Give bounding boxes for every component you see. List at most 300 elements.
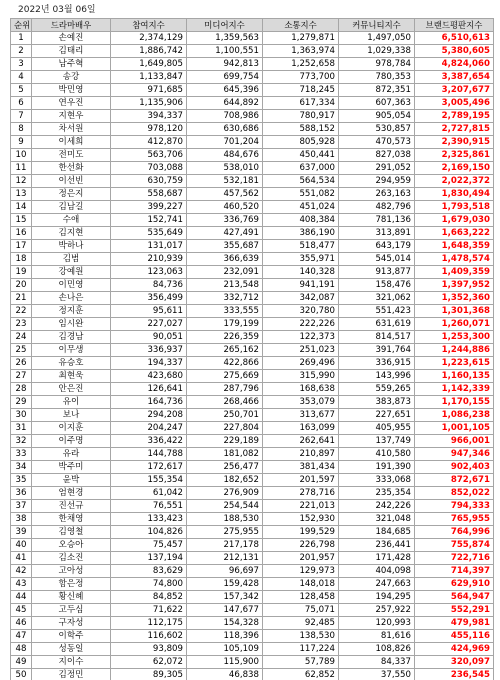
table-row bbox=[11, 656, 494, 669]
table-row bbox=[11, 331, 494, 344]
communication-cell: 564,534 bbox=[263, 175, 339, 188]
community-cell: 158,476 bbox=[339, 279, 415, 292]
communication-cell: 780,917 bbox=[263, 110, 339, 123]
participation-cell: 126,641 bbox=[111, 383, 187, 396]
brand-score-cell: 1,679,030 bbox=[415, 214, 494, 227]
community-cell: 336,915 bbox=[339, 357, 415, 370]
community-cell: 631,619 bbox=[339, 318, 415, 331]
table-row bbox=[11, 279, 494, 292]
participation-cell: 104,826 bbox=[111, 526, 187, 539]
participation-cell: 703,088 bbox=[111, 162, 187, 175]
community-cell: 120,993 bbox=[339, 617, 415, 630]
table-row bbox=[11, 669, 494, 680]
table-row bbox=[11, 123, 494, 136]
table-row bbox=[11, 357, 494, 370]
community-cell: 313,891 bbox=[339, 227, 415, 240]
table-row bbox=[11, 201, 494, 214]
actor-name-cell: 남주혁 bbox=[32, 58, 111, 71]
media-cell: 250,701 bbox=[187, 409, 263, 422]
rank-cell: 15 bbox=[11, 214, 32, 227]
communication-cell: 62,852 bbox=[263, 669, 339, 680]
actor-name-cell: 김남길 bbox=[32, 201, 111, 214]
table-row bbox=[11, 526, 494, 539]
communication-cell: 138,530 bbox=[263, 630, 339, 643]
community-cell: 482,796 bbox=[339, 201, 415, 214]
communication-cell: 342,087 bbox=[263, 292, 339, 305]
brand-score-cell: 1,142,339 bbox=[415, 383, 494, 396]
actor-name-cell: 박민영 bbox=[32, 84, 111, 97]
communication-cell: 148,018 bbox=[263, 578, 339, 591]
participation-cell: 62,072 bbox=[111, 656, 187, 669]
brand-score-cell: 1,301,368 bbox=[415, 305, 494, 318]
media-cell: 275,669 bbox=[187, 370, 263, 383]
communication-cell: 588,152 bbox=[263, 123, 339, 136]
actor-name-cell: 유승호 bbox=[32, 357, 111, 370]
participation-cell: 75,457 bbox=[111, 539, 187, 552]
communication-cell: 221,013 bbox=[263, 500, 339, 513]
community-cell: 559,265 bbox=[339, 383, 415, 396]
media-cell: 188,530 bbox=[187, 513, 263, 526]
brand-score-cell: 2,789,195 bbox=[415, 110, 494, 123]
actor-name-cell: 김정민 bbox=[32, 669, 111, 680]
community-cell: 872,351 bbox=[339, 84, 415, 97]
communication-cell: 315,990 bbox=[263, 370, 339, 383]
communication-cell: 1,279,871 bbox=[263, 32, 339, 45]
media-cell: 229,189 bbox=[187, 435, 263, 448]
actor-name-cell: 구자성 bbox=[32, 617, 111, 630]
communication-cell: 140,328 bbox=[263, 266, 339, 279]
communication-cell: 251,023 bbox=[263, 344, 339, 357]
brand-score-cell: 947,346 bbox=[415, 448, 494, 461]
table-row bbox=[11, 591, 494, 604]
community-cell: 321,062 bbox=[339, 292, 415, 305]
media-cell: 355,687 bbox=[187, 240, 263, 253]
media-cell: 427,491 bbox=[187, 227, 263, 240]
media-cell: 1,359,563 bbox=[187, 32, 263, 45]
community-cell: 263,163 bbox=[339, 188, 415, 201]
rank-cell: 25 bbox=[11, 344, 32, 357]
rank-cell: 16 bbox=[11, 227, 32, 240]
community-cell: 81,616 bbox=[339, 630, 415, 643]
community-cell: 37,550 bbox=[339, 669, 415, 680]
rank-cell: 9 bbox=[11, 136, 32, 149]
brand-score-cell: 1,244,886 bbox=[415, 344, 494, 357]
table-row bbox=[11, 604, 494, 617]
community-cell: 247,663 bbox=[339, 578, 415, 591]
actor-name-cell: 정지훈 bbox=[32, 305, 111, 318]
communication-cell: 941,191 bbox=[263, 279, 339, 292]
brand-score-cell: 755,874 bbox=[415, 539, 494, 552]
rank-cell: 27 bbox=[11, 370, 32, 383]
rank-cell: 40 bbox=[11, 539, 32, 552]
brand-score-cell: 1,352,360 bbox=[415, 292, 494, 305]
actor-name-cell: 이무생 bbox=[32, 344, 111, 357]
rank-cell: 32 bbox=[11, 435, 32, 448]
community-cell: 404,098 bbox=[339, 565, 415, 578]
media-cell: 942,813 bbox=[187, 58, 263, 71]
communication-cell: 201,957 bbox=[263, 552, 339, 565]
participation-cell: 164,736 bbox=[111, 396, 187, 409]
participation-cell: 535,649 bbox=[111, 227, 187, 240]
communication-cell: 92,485 bbox=[263, 617, 339, 630]
participation-cell: 74,800 bbox=[111, 578, 187, 591]
brand-score-cell: 6,510,613 bbox=[415, 32, 494, 45]
table-row bbox=[11, 422, 494, 435]
table-row bbox=[11, 461, 494, 474]
actor-name-cell: 이세희 bbox=[32, 136, 111, 149]
media-cell: 265,162 bbox=[187, 344, 263, 357]
participation-cell: 93,809 bbox=[111, 643, 187, 656]
media-cell: 1,100,551 bbox=[187, 45, 263, 58]
communication-cell: 551,082 bbox=[263, 188, 339, 201]
brand-score-cell: 765,955 bbox=[415, 513, 494, 526]
community-cell: 143,996 bbox=[339, 370, 415, 383]
participation-cell: 112,175 bbox=[111, 617, 187, 630]
table-row bbox=[11, 188, 494, 201]
brand-score-cell: 1,001,105 bbox=[415, 422, 494, 435]
participation-cell: 84,736 bbox=[111, 279, 187, 292]
table-row bbox=[11, 578, 494, 591]
media-cell: 366,639 bbox=[187, 253, 263, 266]
table-row bbox=[11, 292, 494, 305]
participation-cell: 412,870 bbox=[111, 136, 187, 149]
participation-cell: 399,227 bbox=[111, 201, 187, 214]
table-row bbox=[11, 448, 494, 461]
rank-cell: 19 bbox=[11, 266, 32, 279]
actor-name-cell: 이선빈 bbox=[32, 175, 111, 188]
brand-score-cell: 1,223,615 bbox=[415, 357, 494, 370]
community-cell: 405,955 bbox=[339, 422, 415, 435]
media-cell: 332,712 bbox=[187, 292, 263, 305]
communication-cell: 451,024 bbox=[263, 201, 339, 214]
table-row bbox=[11, 58, 494, 71]
actor-name-cell: 김지현 bbox=[32, 227, 111, 240]
brand-score-cell: 1,793,518 bbox=[415, 201, 494, 214]
brand-score-cell: 852,022 bbox=[415, 487, 494, 500]
table-row bbox=[11, 617, 494, 630]
communication-cell: 518,477 bbox=[263, 240, 339, 253]
communication-cell: 773,700 bbox=[263, 71, 339, 84]
rank-cell: 10 bbox=[11, 149, 32, 162]
participation-cell: 90,051 bbox=[111, 331, 187, 344]
rank-cell: 12 bbox=[11, 175, 32, 188]
media-cell: 532,181 bbox=[187, 175, 263, 188]
actor-name-cell: 연우진 bbox=[32, 97, 111, 110]
communication-cell: 168,638 bbox=[263, 383, 339, 396]
participation-cell: 394,337 bbox=[111, 110, 187, 123]
participation-cell: 71,622 bbox=[111, 604, 187, 617]
rank-cell: 29 bbox=[11, 396, 32, 409]
actor-name-cell: 김경남 bbox=[32, 331, 111, 344]
brand-score-cell: 1,253,300 bbox=[415, 331, 494, 344]
media-cell: 154,328 bbox=[187, 617, 263, 630]
actor-name-cell: 이학주 bbox=[32, 630, 111, 643]
community-cell: 242,226 bbox=[339, 500, 415, 513]
brand-score-cell: 5,380,605 bbox=[415, 45, 494, 58]
community-cell: 391,764 bbox=[339, 344, 415, 357]
header-brand-reputation-index: 브랜드평판지수 bbox=[415, 19, 494, 32]
participation-cell: 155,354 bbox=[111, 474, 187, 487]
community-cell: 607,363 bbox=[339, 97, 415, 110]
header-actor: 드라마배우 bbox=[32, 19, 111, 32]
community-cell: 321,048 bbox=[339, 513, 415, 526]
actor-name-cell: 최현욱 bbox=[32, 370, 111, 383]
actor-name-cell: 손예진 bbox=[32, 32, 111, 45]
actor-name-cell: 이지훈 bbox=[32, 422, 111, 435]
participation-cell: 95,611 bbox=[111, 305, 187, 318]
brand-score-cell: 1,648,359 bbox=[415, 240, 494, 253]
actor-name-cell: 진선규 bbox=[32, 500, 111, 513]
actor-name-cell: 차서원 bbox=[32, 123, 111, 136]
rank-cell: 4 bbox=[11, 71, 32, 84]
table-row bbox=[11, 227, 494, 240]
communication-cell: 805,928 bbox=[263, 136, 339, 149]
participation-cell: 172,617 bbox=[111, 461, 187, 474]
participation-cell: 133,423 bbox=[111, 513, 187, 526]
participation-cell: 294,208 bbox=[111, 409, 187, 422]
table-row bbox=[11, 565, 494, 578]
rank-cell: 11 bbox=[11, 162, 32, 175]
community-cell: 194,295 bbox=[339, 591, 415, 604]
participation-cell: 1,886,742 bbox=[111, 45, 187, 58]
media-cell: 181,082 bbox=[187, 448, 263, 461]
participation-cell: 2,374,129 bbox=[111, 32, 187, 45]
table-row bbox=[11, 474, 494, 487]
communication-cell: 269,496 bbox=[263, 357, 339, 370]
actor-name-cell: 안은진 bbox=[32, 383, 111, 396]
community-cell: 551,423 bbox=[339, 305, 415, 318]
participation-cell: 131,017 bbox=[111, 240, 187, 253]
rank-cell: 5 bbox=[11, 84, 32, 97]
participation-cell: 194,337 bbox=[111, 357, 187, 370]
community-cell: 410,580 bbox=[339, 448, 415, 461]
brand-score-cell: 872,671 bbox=[415, 474, 494, 487]
communication-cell: 117,224 bbox=[263, 643, 339, 656]
rank-cell: 14 bbox=[11, 201, 32, 214]
media-cell: 157,342 bbox=[187, 591, 263, 604]
brand-score-cell: 552,291 bbox=[415, 604, 494, 617]
participation-cell: 1,135,906 bbox=[111, 97, 187, 110]
rank-cell: 24 bbox=[11, 331, 32, 344]
participation-cell: 630,759 bbox=[111, 175, 187, 188]
actor-name-cell: 이민영 bbox=[32, 279, 111, 292]
participation-cell: 227,027 bbox=[111, 318, 187, 331]
media-cell: 179,199 bbox=[187, 318, 263, 331]
actor-name-cell: 김범 bbox=[32, 253, 111, 266]
community-cell: 1,029,338 bbox=[339, 45, 415, 58]
actor-name-cell: 엄현경 bbox=[32, 487, 111, 500]
actor-name-cell: 전미도 bbox=[32, 149, 111, 162]
brand-score-cell: 1,830,494 bbox=[415, 188, 494, 201]
actor-name-cell: 박하나 bbox=[32, 240, 111, 253]
communication-cell: 163,099 bbox=[263, 422, 339, 435]
actor-name-cell: 수애 bbox=[32, 214, 111, 227]
media-cell: 226,359 bbox=[187, 331, 263, 344]
table-row bbox=[11, 266, 494, 279]
table-row bbox=[11, 253, 494, 266]
community-cell: 227,651 bbox=[339, 409, 415, 422]
brand-score-cell: 794,333 bbox=[415, 500, 494, 513]
participation-cell: 978,120 bbox=[111, 123, 187, 136]
header-rank: 순위 bbox=[11, 19, 32, 32]
rank-cell: 13 bbox=[11, 188, 32, 201]
brand-score-cell: 3,387,654 bbox=[415, 71, 494, 84]
participation-cell: 83,629 bbox=[111, 565, 187, 578]
communication-cell: 75,071 bbox=[263, 604, 339, 617]
rank-cell: 33 bbox=[11, 448, 32, 461]
actor-name-cell: 함은정 bbox=[32, 578, 111, 591]
participation-cell: 116,602 bbox=[111, 630, 187, 643]
table-row bbox=[11, 539, 494, 552]
brand-score-cell: 764,996 bbox=[415, 526, 494, 539]
participation-cell: 84,852 bbox=[111, 591, 187, 604]
media-cell: 105,109 bbox=[187, 643, 263, 656]
communication-cell: 313,677 bbox=[263, 409, 339, 422]
communication-cell: 1,252,658 bbox=[263, 58, 339, 71]
actor-name-cell: 강예원 bbox=[32, 266, 111, 279]
actor-name-cell: 지현우 bbox=[32, 110, 111, 123]
brand-score-cell: 1,409,359 bbox=[415, 266, 494, 279]
rank-cell: 39 bbox=[11, 526, 32, 539]
community-cell: 643,179 bbox=[339, 240, 415, 253]
actor-name-cell: 보나 bbox=[32, 409, 111, 422]
rank-cell: 46 bbox=[11, 617, 32, 630]
communication-cell: 222,226 bbox=[263, 318, 339, 331]
rank-cell: 18 bbox=[11, 253, 32, 266]
community-cell: 84,337 bbox=[339, 656, 415, 669]
actor-name-cell: 유라 bbox=[32, 448, 111, 461]
brand-score-cell: 714,397 bbox=[415, 565, 494, 578]
community-cell: 827,038 bbox=[339, 149, 415, 162]
media-cell: 46,838 bbox=[187, 669, 263, 680]
rank-cell: 48 bbox=[11, 643, 32, 656]
actor-name-cell: 임시완 bbox=[32, 318, 111, 331]
participation-cell: 356,499 bbox=[111, 292, 187, 305]
table-row bbox=[11, 500, 494, 513]
rank-cell: 34 bbox=[11, 461, 32, 474]
brand-score-cell: 2,727,815 bbox=[415, 123, 494, 136]
community-cell: 137,749 bbox=[339, 435, 415, 448]
community-cell: 171,428 bbox=[339, 552, 415, 565]
communication-cell: 278,716 bbox=[263, 487, 339, 500]
brand-score-cell: 3,207,677 bbox=[415, 84, 494, 97]
rank-cell: 3 bbox=[11, 58, 32, 71]
brand-score-cell: 722,716 bbox=[415, 552, 494, 565]
rank-cell: 41 bbox=[11, 552, 32, 565]
media-cell: 699,754 bbox=[187, 71, 263, 84]
communication-cell: 450,441 bbox=[263, 149, 339, 162]
participation-cell: 971,685 bbox=[111, 84, 187, 97]
rank-cell: 17 bbox=[11, 240, 32, 253]
media-cell: 457,562 bbox=[187, 188, 263, 201]
rank-cell: 47 bbox=[11, 630, 32, 643]
table-body bbox=[11, 32, 494, 680]
communication-cell: 353,079 bbox=[263, 396, 339, 409]
brand-score-cell: 236,545 bbox=[415, 669, 494, 680]
community-cell: 545,014 bbox=[339, 253, 415, 266]
community-cell: 978,784 bbox=[339, 58, 415, 71]
brand-score-cell: 424,969 bbox=[415, 643, 494, 656]
brand-score-cell: 966,001 bbox=[415, 435, 494, 448]
table-row bbox=[11, 370, 494, 383]
brand-score-cell: 1,160,135 bbox=[415, 370, 494, 383]
table-row bbox=[11, 136, 494, 149]
table-row bbox=[11, 149, 494, 162]
brand-score-cell: 1,260,071 bbox=[415, 318, 494, 331]
media-cell: 256,477 bbox=[187, 461, 263, 474]
communication-cell: 129,973 bbox=[263, 565, 339, 578]
actor-name-cell: 김태리 bbox=[32, 45, 111, 58]
rank-cell: 20 bbox=[11, 279, 32, 292]
rank-cell: 42 bbox=[11, 565, 32, 578]
brand-score-cell: 902,403 bbox=[415, 461, 494, 474]
table-row bbox=[11, 396, 494, 409]
media-cell: 147,677 bbox=[187, 604, 263, 617]
participation-cell: 210,939 bbox=[111, 253, 187, 266]
communication-cell: 128,458 bbox=[263, 591, 339, 604]
brand-score-cell: 564,947 bbox=[415, 591, 494, 604]
community-cell: 294,959 bbox=[339, 175, 415, 188]
media-cell: 538,010 bbox=[187, 162, 263, 175]
rank-cell: 38 bbox=[11, 513, 32, 526]
table-row bbox=[11, 409, 494, 422]
rank-cell: 23 bbox=[11, 318, 32, 331]
rank-cell: 28 bbox=[11, 383, 32, 396]
table-row bbox=[11, 162, 494, 175]
community-cell: 913,877 bbox=[339, 266, 415, 279]
actor-name-cell: 한채영 bbox=[32, 513, 111, 526]
rank-cell: 37 bbox=[11, 500, 32, 513]
community-cell: 470,573 bbox=[339, 136, 415, 149]
actor-name-cell: 오승아 bbox=[32, 539, 111, 552]
participation-cell: 1,649,805 bbox=[111, 58, 187, 71]
communication-cell: 210,897 bbox=[263, 448, 339, 461]
communication-cell: 381,434 bbox=[263, 461, 339, 474]
participation-cell: 336,937 bbox=[111, 344, 187, 357]
communication-cell: 262,641 bbox=[263, 435, 339, 448]
communication-cell: 386,190 bbox=[263, 227, 339, 240]
actor-name-cell: 지이수 bbox=[32, 656, 111, 669]
rank-cell: 35 bbox=[11, 474, 32, 487]
media-cell: 212,131 bbox=[187, 552, 263, 565]
brand-score-cell: 320,097 bbox=[415, 656, 494, 669]
actor-name-cell: 고두심 bbox=[32, 604, 111, 617]
actor-name-cell: 윤박 bbox=[32, 474, 111, 487]
table-row bbox=[11, 110, 494, 123]
communication-cell: 637,000 bbox=[263, 162, 339, 175]
communication-cell: 122,373 bbox=[263, 331, 339, 344]
participation-cell: 76,551 bbox=[111, 500, 187, 513]
table-row bbox=[11, 318, 494, 331]
table-row bbox=[11, 630, 494, 643]
community-cell: 236,441 bbox=[339, 539, 415, 552]
rank-cell: 50 bbox=[11, 669, 32, 680]
actor-name-cell: 황신혜 bbox=[32, 591, 111, 604]
communication-cell: 152,930 bbox=[263, 513, 339, 526]
rank-cell: 2 bbox=[11, 45, 32, 58]
table-row bbox=[11, 214, 494, 227]
rank-cell: 7 bbox=[11, 110, 32, 123]
brand-score-cell: 1,478,574 bbox=[415, 253, 494, 266]
header-media-index: 미디어지수 bbox=[187, 19, 263, 32]
brand-score-cell: 629,910 bbox=[415, 578, 494, 591]
participation-cell: 152,741 bbox=[111, 214, 187, 227]
rank-cell: 6 bbox=[11, 97, 32, 110]
media-cell: 159,428 bbox=[187, 578, 263, 591]
actor-name-cell: 김영철 bbox=[32, 526, 111, 539]
rank-cell: 36 bbox=[11, 487, 32, 500]
participation-cell: 204,247 bbox=[111, 422, 187, 435]
